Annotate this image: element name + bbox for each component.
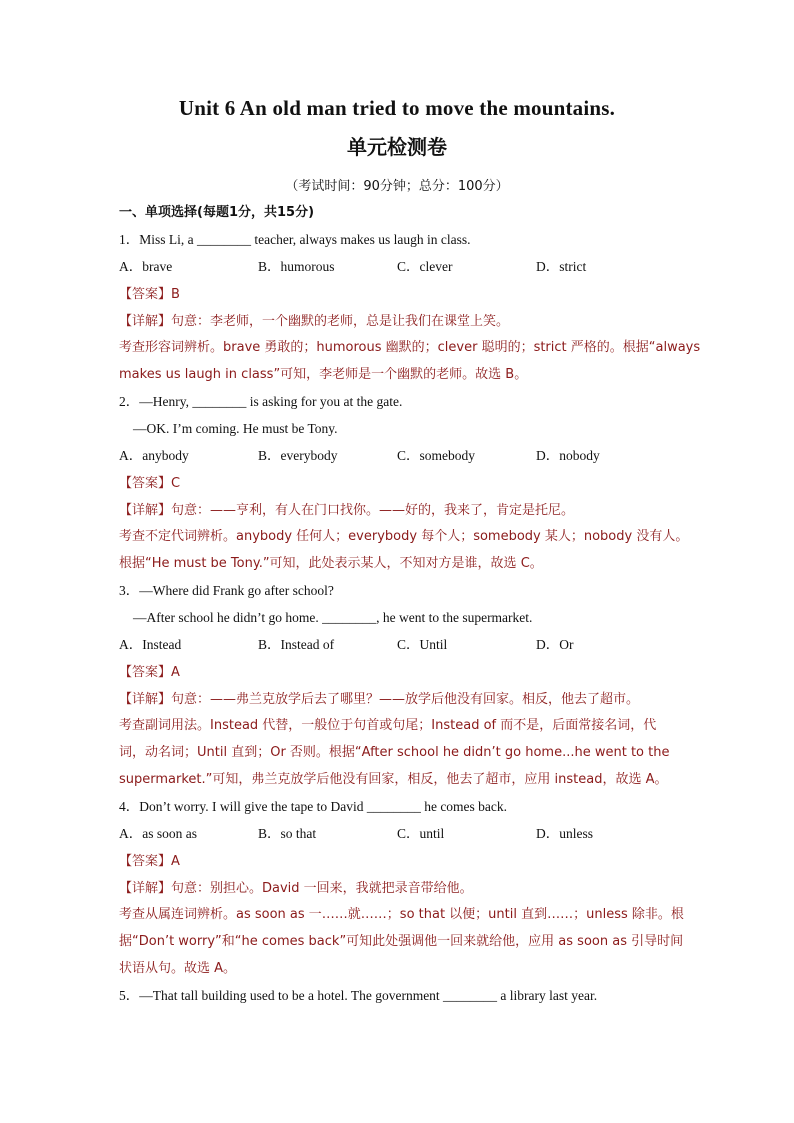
explanation-line: 根据“He must be Tony.”可知，此处表示某人，不知对方是谁，故选 C。 [119, 556, 543, 571]
question-1 [119, 226, 701, 388]
answer-tag: 【答案】 [119, 287, 172, 302]
detail-text: 句意：李老师，一个幽默的老师，总是让我们在课堂上笑。 [171, 314, 510, 329]
answer-value: B [171, 287, 180, 302]
page-subtitle: 单元检测卷 [347, 135, 447, 159]
explanation-line: 据“Don’t worry”和“he comes back”可知此处强调他一回来就给他，应用 as soon as 引导时间 [119, 934, 684, 949]
detail-tag: 【详解】 [119, 503, 172, 518]
option-d: D．Or [536, 637, 574, 652]
question-4 [119, 793, 689, 982]
explanation-line: 考查从属连词辨析。as soon as 一……就……；so that 以便；until 直到……；unless 除非。根 [119, 907, 684, 922]
options-row [119, 442, 689, 469]
option-b: B．everybody [258, 448, 338, 463]
explanation-line: 考查不定代词辨析。anybody 任何人；everybody 每个人；somebody 某人；nobody 没有人。 [119, 529, 689, 544]
answer-value: A [171, 665, 180, 680]
detail-tag: 【详解】 [119, 881, 172, 896]
detail-line [119, 307, 689, 334]
option-b: B．Instead of [258, 637, 335, 652]
detail-text: 句意：——亨利，有人在门口找你。——好的，我来了，肯定是托尼。 [171, 503, 575, 518]
detail-text: 句意：别担心。David 一回来，我就把录音带给他。 [171, 881, 473, 896]
detail-line [119, 685, 689, 712]
exam-info: （考试时间：90分钟；总分：100分） [285, 179, 509, 194]
option-a: A．anybody [119, 448, 189, 463]
question-stem: 4．Don’t worry. I will give the tape to David ________ he comes back. [119, 799, 508, 814]
question-stem-reply: —OK. I’m coming. He must be Tony. [133, 421, 338, 436]
page-title: Unit 6 An old man tried to move the mountains. [178, 96, 616, 120]
option-a: A．Instead [119, 637, 182, 652]
detail-tag: 【详解】 [119, 314, 172, 329]
options-row [119, 253, 689, 280]
explanation-line: 词，动名词；Until 直到；Or 否则。根据“After school he didn’t go home...he went to the [119, 745, 670, 760]
section-heading: 一、单项选择(每题1分，共15分) [119, 205, 315, 220]
answer-tag: 【答案】 [119, 665, 172, 680]
option-a: A．brave [119, 259, 173, 274]
detail-line [119, 874, 689, 901]
answer-line [119, 280, 689, 307]
question-stem: 2．—Henry, ________ is asking for you at the gate. [119, 394, 403, 409]
option-c: C．Until [397, 637, 448, 652]
question-5-stem: 5．—That tall building used to be a hotel. The government ________ a library last year. [119, 988, 598, 1003]
option-c: C．clever [397, 259, 453, 274]
option-d: D．nobody [536, 448, 600, 463]
options-row [119, 631, 689, 658]
detail-line [119, 496, 689, 523]
explanation-line: 考查形容词辨析。brave 勇敢的；humorous 幽默的；clever 聪明的；strict 严格的。根据“always [119, 340, 701, 355]
answer-tag: 【答案】 [119, 854, 172, 869]
answer-tag: 【答案】 [119, 476, 172, 491]
answer-line [119, 847, 689, 874]
options-row [119, 820, 689, 847]
explanation-line: 考查副词用法。Instead 代替，一般位于句首或句尾；Instead of 而不是，后面常接名词，代 [119, 718, 657, 733]
answer-value: A [171, 854, 180, 869]
option-a: A．as soon as [119, 826, 197, 841]
option-b: B．humorous [258, 259, 335, 274]
option-b: B．so that [258, 826, 317, 841]
answer-value: C [171, 476, 181, 491]
option-d: D．strict [536, 259, 587, 274]
option-c: C．until [397, 826, 445, 841]
answer-line [119, 658, 689, 685]
answer-line [119, 469, 689, 496]
option-c: C．somebody [397, 448, 476, 463]
content-area [119, 199, 701, 1009]
question-stem: 1．Miss Li, a ________ teacher, always makes us laugh in class. [119, 232, 471, 247]
explanation-line: supermarket.”可知，弗兰克放学后他没有回家，相反，他去了超市，应用 instead，故选 A。 [119, 772, 668, 787]
question-stem: 3．—Where did Frank go after school? [119, 583, 334, 598]
detail-text: 句意：——弗兰克放学后去了哪里？——放学后他没有回家。相反，他去了超市。 [171, 692, 640, 707]
question-2 [119, 388, 689, 577]
question-3 [119, 577, 689, 793]
option-d: D．unless [536, 826, 593, 841]
explanation-line: makes us laugh in class”可知，李老师是一个幽默的老师。故选 B。 [119, 367, 528, 382]
detail-tag: 【详解】 [119, 692, 172, 707]
question-stem-reply: —After school he didn’t go home. ________, he went to the supermarket. [133, 610, 533, 625]
explanation-line: 状语从句。故选 A。 [119, 961, 237, 976]
